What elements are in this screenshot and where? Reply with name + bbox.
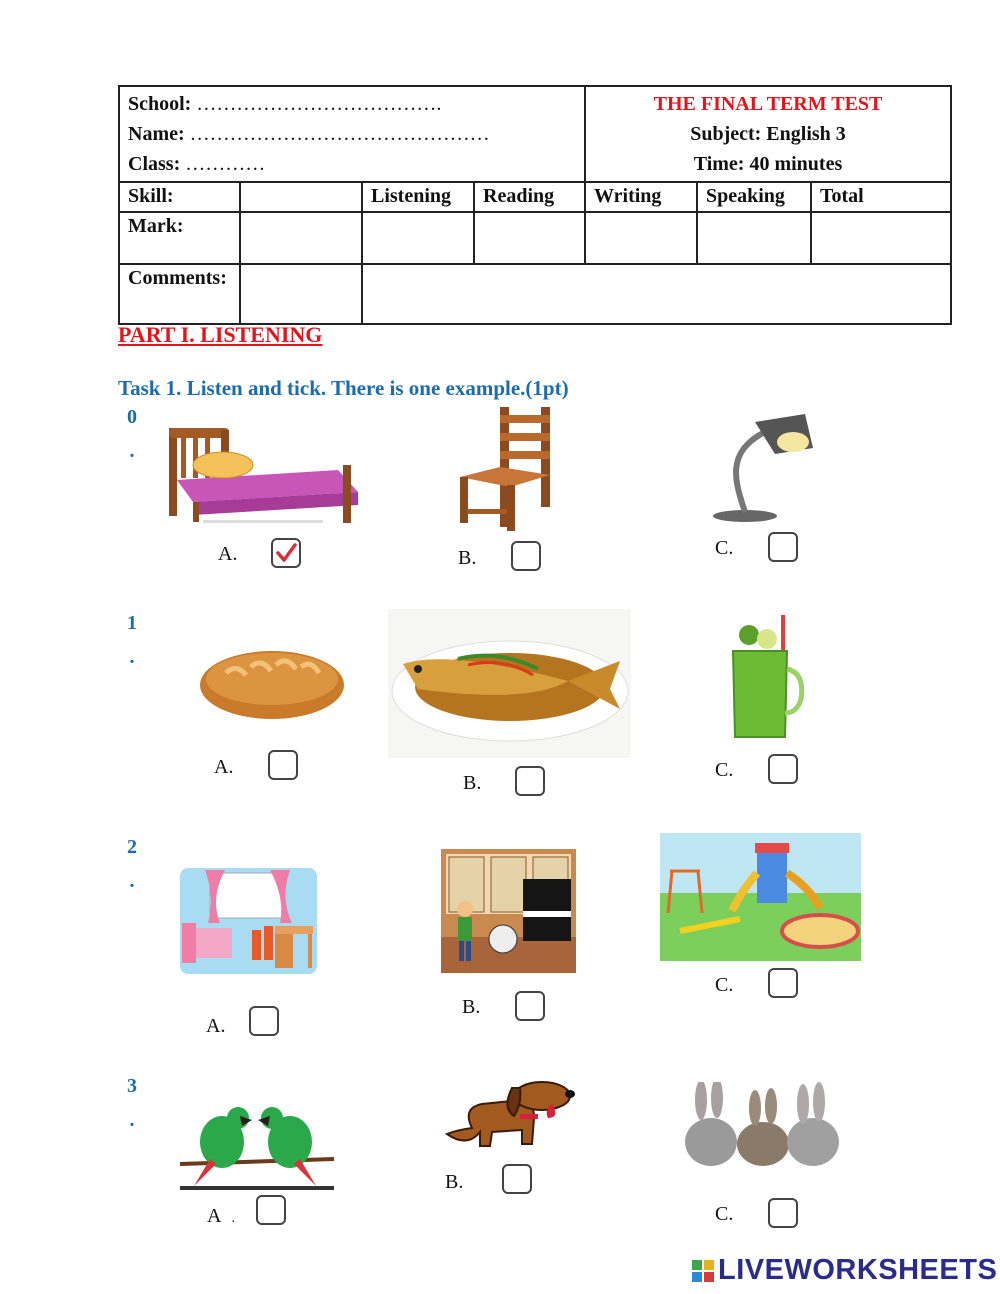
checkbox-q0-a[interactable] xyxy=(271,538,301,568)
option-b-label: B. xyxy=(445,1171,464,1193)
header-table xyxy=(118,85,952,325)
option-c-label: C. xyxy=(715,759,734,781)
student-info-cell xyxy=(119,86,585,182)
lamp-picture xyxy=(705,412,815,524)
checkbox-q1-a[interactable] xyxy=(268,750,298,780)
mark-cell-total[interactable] xyxy=(811,212,951,264)
task-title: Task 1. Listen and tick. There is one example.(1pt) xyxy=(118,376,569,400)
option-c-label: C. xyxy=(715,1203,734,1225)
mark-cell-writing[interactable] xyxy=(585,212,697,264)
checkmark-icon xyxy=(273,540,299,566)
chair-picture xyxy=(455,405,555,533)
checkbox-q2-c[interactable] xyxy=(768,968,798,998)
skill-reading: Reading xyxy=(474,182,585,212)
option-c-label: C. xyxy=(715,537,734,559)
parrots-picture xyxy=(180,1104,334,1190)
name-field[interactable]: ……………………………………… xyxy=(189,123,490,145)
checkbox-q1-c[interactable] xyxy=(768,754,798,784)
playground-picture xyxy=(660,833,861,961)
time-text: Time: 40 minutes xyxy=(693,153,843,175)
test-info-cell xyxy=(585,86,951,182)
question-number: 2 . xyxy=(127,836,137,892)
skill-writing: Writing xyxy=(585,182,697,212)
fish-picture xyxy=(388,609,631,758)
skill-listening: Listening xyxy=(362,182,474,212)
mark-label: Mark: xyxy=(119,212,240,264)
juice-picture xyxy=(725,613,805,743)
checkbox-q2-a[interactable] xyxy=(249,1006,279,1036)
logo-icon xyxy=(692,1260,714,1282)
mark-cell-speaking[interactable] xyxy=(697,212,811,264)
skill-total: Total xyxy=(811,182,951,212)
checkbox-q3-a[interactable] xyxy=(256,1195,286,1225)
question-number: 1 . xyxy=(127,612,137,668)
school-label: School: xyxy=(128,93,192,115)
comments-cell[interactable] xyxy=(362,264,951,324)
checkbox-q3-b[interactable] xyxy=(502,1164,532,1194)
mark-cell-reading[interactable] xyxy=(474,212,585,264)
part-title: PART I. LISTENING xyxy=(118,322,323,347)
rabbits-picture xyxy=(683,1082,843,1170)
option-a-label: A . xyxy=(207,1205,235,1227)
comments-label: Comments: xyxy=(119,264,240,324)
checkbox-q2-b[interactable] xyxy=(515,991,545,1021)
skill-speaking: Speaking xyxy=(697,182,811,212)
test-title: THE FINAL TERM TEST xyxy=(653,93,883,115)
option-b-label: B. xyxy=(463,772,482,794)
option-a-label: A. xyxy=(218,543,238,565)
school-field[interactable]: ………………………………. xyxy=(196,93,442,115)
liveworksheets-logo: LIVEWORKSHEETS xyxy=(692,1254,997,1287)
bed-picture xyxy=(163,420,368,530)
option-b-label: B. xyxy=(462,996,481,1018)
checkbox-q1-b[interactable] xyxy=(515,766,545,796)
option-a-label: A. xyxy=(206,1015,226,1037)
option-a-label: A. xyxy=(214,756,234,778)
subject-text: Subject: English 3 xyxy=(690,123,846,145)
checkbox-q0-b[interactable] xyxy=(511,541,541,571)
skill-blank-cell xyxy=(240,182,362,212)
name-label: Name: xyxy=(128,123,185,145)
checkbox-q3-c[interactable] xyxy=(768,1198,798,1228)
mark-cell-listening[interactable] xyxy=(362,212,474,264)
class-field[interactable]: ………… xyxy=(185,153,266,175)
question-number: 3 . xyxy=(127,1075,137,1131)
bedroom-picture xyxy=(180,868,317,974)
question-number: 0 . xyxy=(127,406,137,462)
dog-picture xyxy=(442,1078,576,1154)
skill-label: Skill: xyxy=(119,182,240,212)
mark-cell-blank[interactable] xyxy=(240,212,362,264)
comments-cell-small[interactable] xyxy=(240,264,362,324)
class-label: Class: xyxy=(128,153,181,175)
checkbox-q0-c[interactable] xyxy=(768,532,798,562)
music-room-picture xyxy=(441,849,576,973)
option-c-label: C. xyxy=(715,974,734,996)
option-b-label: B. xyxy=(458,547,477,569)
bread-picture xyxy=(196,645,348,723)
